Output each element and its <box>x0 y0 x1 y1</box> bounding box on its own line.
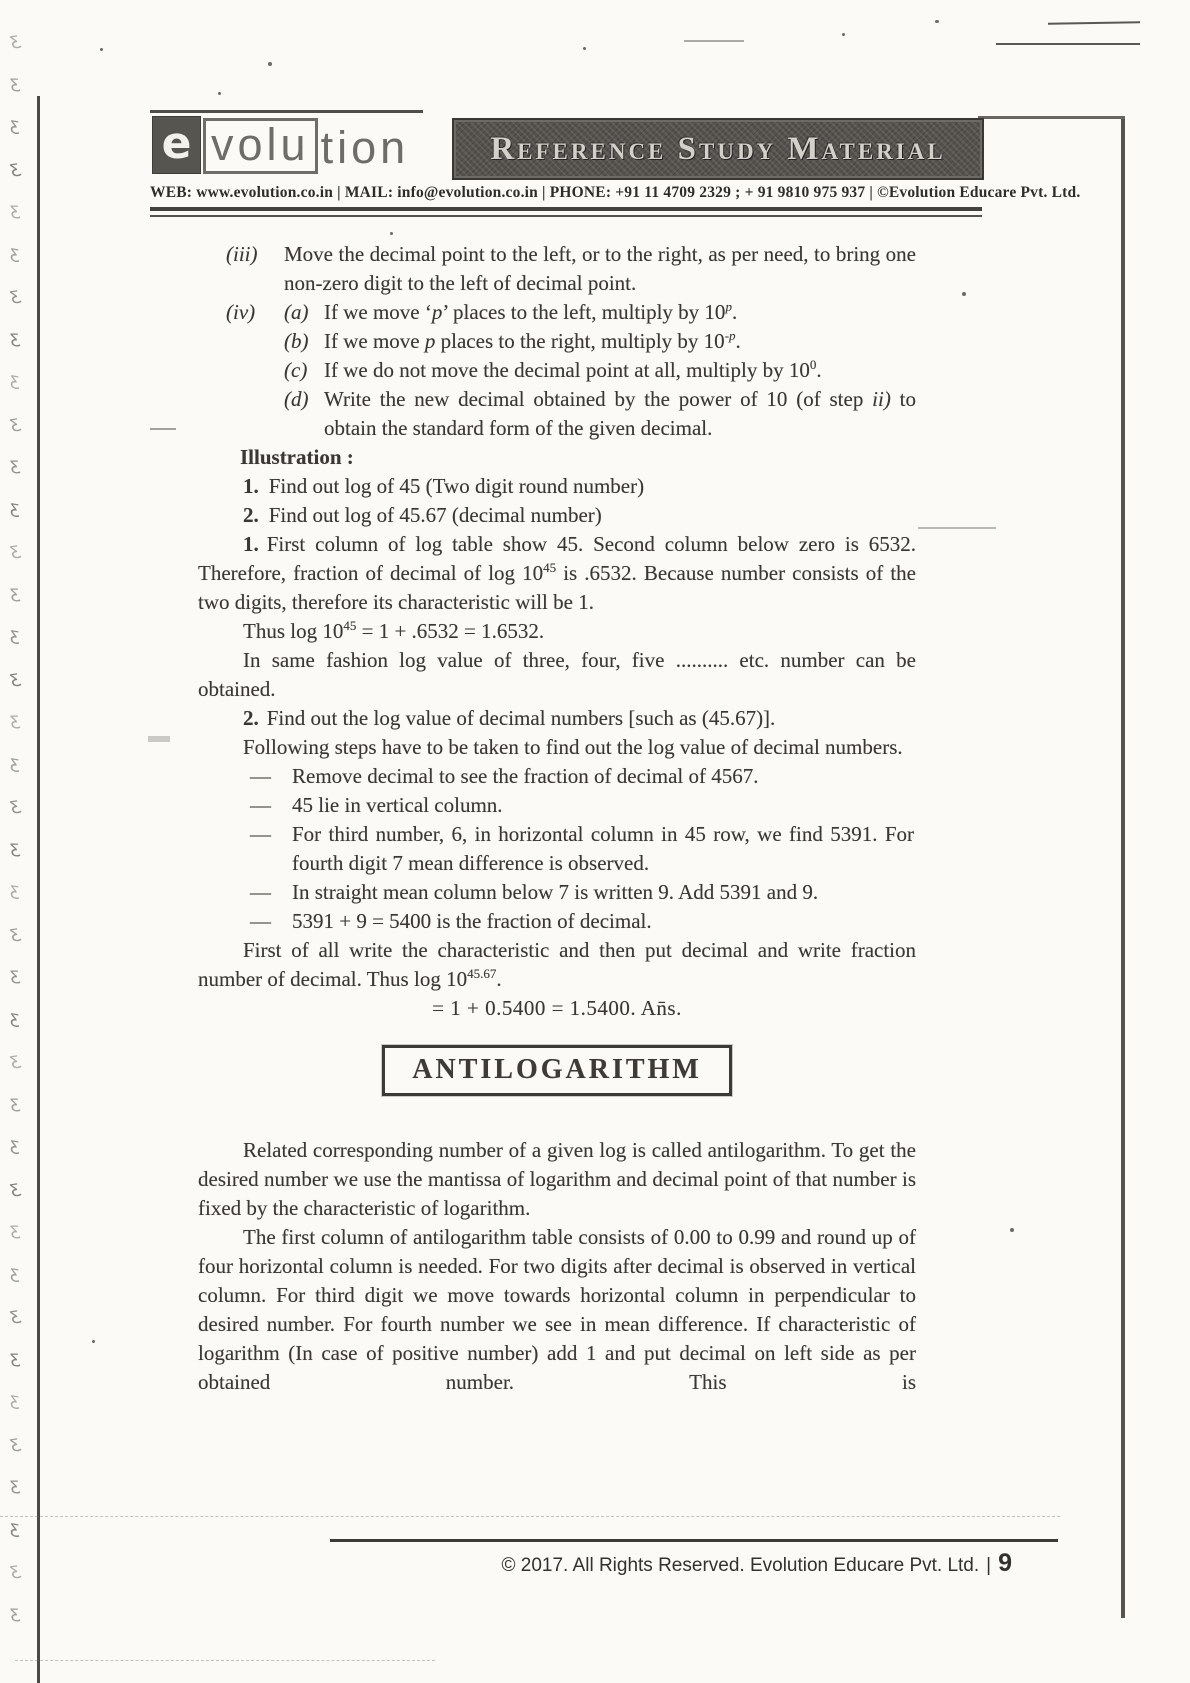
text-segment: to obtain the standard form of the given decimal. <box>324 387 916 440</box>
dash-bullet: — <box>250 793 271 817</box>
item-number: 2. <box>243 706 259 730</box>
item-text <box>324 356 916 385</box>
text-segment: If we move <box>324 329 425 353</box>
item-number: 1. <box>243 474 259 498</box>
equation-answer: = 1 + 0.5400 = 1.5400. An̄s. <box>432 996 682 1020</box>
item-label: (d) <box>284 387 309 411</box>
illustration-heading: Illustration : <box>240 445 354 469</box>
text-segment: = 1 + .6532 = 1.6532. <box>356 619 545 643</box>
logo-top-rule <box>150 110 423 113</box>
dash-bullet: — <box>250 764 271 788</box>
reference-study-material-banner <box>452 118 984 180</box>
text-segment: ’ places to the left, multiply by 10 <box>442 300 726 324</box>
item-number: 1. <box>243 532 259 556</box>
dash-item-5 <box>198 907 916 936</box>
text-segment: . <box>735 329 741 353</box>
list-item-iv-a <box>284 298 916 327</box>
header-rule-thin <box>150 215 982 217</box>
text-segment: Write the new decimal obtained by the power of 10 (of step <box>324 387 873 411</box>
item-number: 2. <box>243 503 259 527</box>
item-text: 45 lie in vertical column. <box>292 793 503 817</box>
text-segment: 45 <box>343 618 357 633</box>
copyright-text: © 2017. All Rights Reserved. Evolution Educare Pvt. Ltd. <box>501 1555 980 1576</box>
contact-info-line: WEB: www.evolution.co.in | MAIL: info@evolution.co.in | PHONE: +91 11 4709 2329 ; + 91 9810 975 937 | ©Evolution Educare Pvt. Ltd. <box>150 184 1081 201</box>
list-item-iv-c <box>284 356 916 385</box>
text-segment: p <box>431 300 443 324</box>
item-text: In straight mean column below 7 is written 9. Add 5391 and 9. <box>292 880 819 904</box>
illustration-item-2 <box>198 501 916 530</box>
text-segment: p <box>725 299 732 314</box>
equation-thus-log <box>198 617 916 646</box>
paragraph-following-steps: Following steps have to be taken to find out the log value of decimal numbers. <box>243 735 903 759</box>
text-segment: . <box>731 300 738 324</box>
item-label: (c) <box>284 358 308 382</box>
header-rule-thick <box>150 207 982 211</box>
antilogarithm-section <box>198 1045 916 1096</box>
list-item-iv-b <box>284 327 916 356</box>
footer-divider: | <box>986 1555 992 1576</box>
item-text: For third number, 6, in horizontal column in 45 row, we find 5391. For fourth digit 7 mean difference is observed. <box>292 822 914 875</box>
item-text: 5391 + 9 = 5400 is the fraction of decimal. <box>292 909 652 933</box>
logo-letter-e: e <box>152 116 201 174</box>
paragraph-find-decimal-log <box>198 704 916 733</box>
page-border-right <box>1121 116 1125 1618</box>
list-item-iv-d <box>284 385 916 443</box>
logo-letters-tion: tion <box>320 122 410 173</box>
text-segment: -p <box>724 328 736 343</box>
logo-letters-volu: volu <box>203 118 318 174</box>
dash-item-3 <box>198 820 916 878</box>
text-segment: If we move ‘ <box>324 300 432 324</box>
item-iv-sublist <box>284 298 916 443</box>
text-segment: places to the right, multiply by 10 <box>435 329 725 353</box>
paragraph-same-fashion: In same fashion log value of three, four, five .......... etc. number can be obtained. <box>198 648 916 701</box>
page-border-top <box>978 116 1125 119</box>
text-segment: 45 <box>543 560 557 575</box>
item-text <box>324 298 916 327</box>
page-number: 9 <box>998 1549 1012 1577</box>
paragraph-first-of-all <box>198 936 916 994</box>
document-body <box>198 240 916 1397</box>
page-border-left <box>37 96 40 1683</box>
antilogarithm-box-title: ANTILOGARITHM <box>382 1045 731 1096</box>
item-text: Find out log of 45.67 (decimal number) <box>268 503 602 527</box>
item-text <box>324 385 916 443</box>
text-segment: 45.67 <box>467 966 497 981</box>
text-segment: 0 <box>809 357 817 372</box>
item-label: (iv) <box>226 300 256 324</box>
text-segment: p <box>424 329 436 353</box>
illustration-item-1 <box>198 472 916 501</box>
dash-item-2 <box>198 791 916 820</box>
item-label: (b) <box>284 329 309 353</box>
text-segment: Thus log 10 <box>243 619 344 643</box>
evolution-logo <box>152 116 412 174</box>
item-label: (a) <box>284 300 309 324</box>
footer <box>502 1550 1013 1579</box>
list-item-iv <box>198 298 916 443</box>
text-segment: If we do not move the decimal point at all, multiply by 10 <box>324 358 810 382</box>
list-item-iii <box>198 240 916 298</box>
footer-rule <box>330 1539 1058 1542</box>
dash-bullet: — <box>250 909 271 933</box>
paragraph-antilog-table: The first column of antilogarithm table consists of 0.00 to 0.99 and round up of four horizontal column is needed. For two digits after decimal is observed in vertical column. For third digit we move towards horizontal column in perpendicular to desired number. For fourth number we see in mean difference. If characteristic of logarithm (In case of positive number) add 1 and put decimal on left side as per obtained number. This is <box>198 1225 916 1394</box>
text-segment: . <box>496 967 502 991</box>
item-text: Find out the log value of decimal numbers [such as (45.67)]. <box>266 706 776 730</box>
text-segment: First of all write the characteristic and then put decimal and write fraction number of decimal. Thus log 10 <box>198 938 916 991</box>
dash-bullet: — <box>250 822 271 846</box>
banner-title: Reference Study Material <box>490 130 946 167</box>
text-segment: First column of log table show 45. Second column below zero is 6532. Therefore, fraction of decimal of log 10 <box>198 532 916 585</box>
item-text <box>324 327 916 356</box>
item-text: Remove decimal to see the fraction of decimal of 4567. <box>292 764 759 788</box>
paragraph-log-45 <box>198 530 916 617</box>
spiral-binding-marks: ʒ ʒ ʒ ʒ ʒ ʒ ʒ ʒ ʒ ʒ ʒ ʒ ʒ ʒ ʒ ʒ ʒ ʒ ʒ ʒ ʒ ʒ ʒ ʒ ʒ ʒ ʒ ʒ ʒ ʒ ʒ ʒ ʒ ʒ ʒ ʒ ʒ ʒ <box>8 29 22 1623</box>
dash-item-4 <box>198 878 916 907</box>
paragraph-related-number: Related corresponding number of a given log is called antilogarithm. To get the desired number we use the mantissa of logarithm and decimal point of that number is fixed by the characteristic of logarithm. <box>198 1138 916 1220</box>
item-label: (iii) <box>226 242 258 266</box>
dash-item-1 <box>198 762 916 791</box>
item-text: Move the decimal point to the left, or to the right, as per need, to bring one non-zero digit to the left of decimal point. <box>284 242 916 295</box>
text-segment: ii) <box>872 387 891 411</box>
item-text: Find out log of 45 (Two digit round number) <box>268 474 645 498</box>
text-segment: is .6532. Because number consists of the two digits, therefore its characteristic will be 1. <box>198 561 916 614</box>
text-segment: . <box>816 358 822 382</box>
dash-bullet: — <box>250 880 271 904</box>
